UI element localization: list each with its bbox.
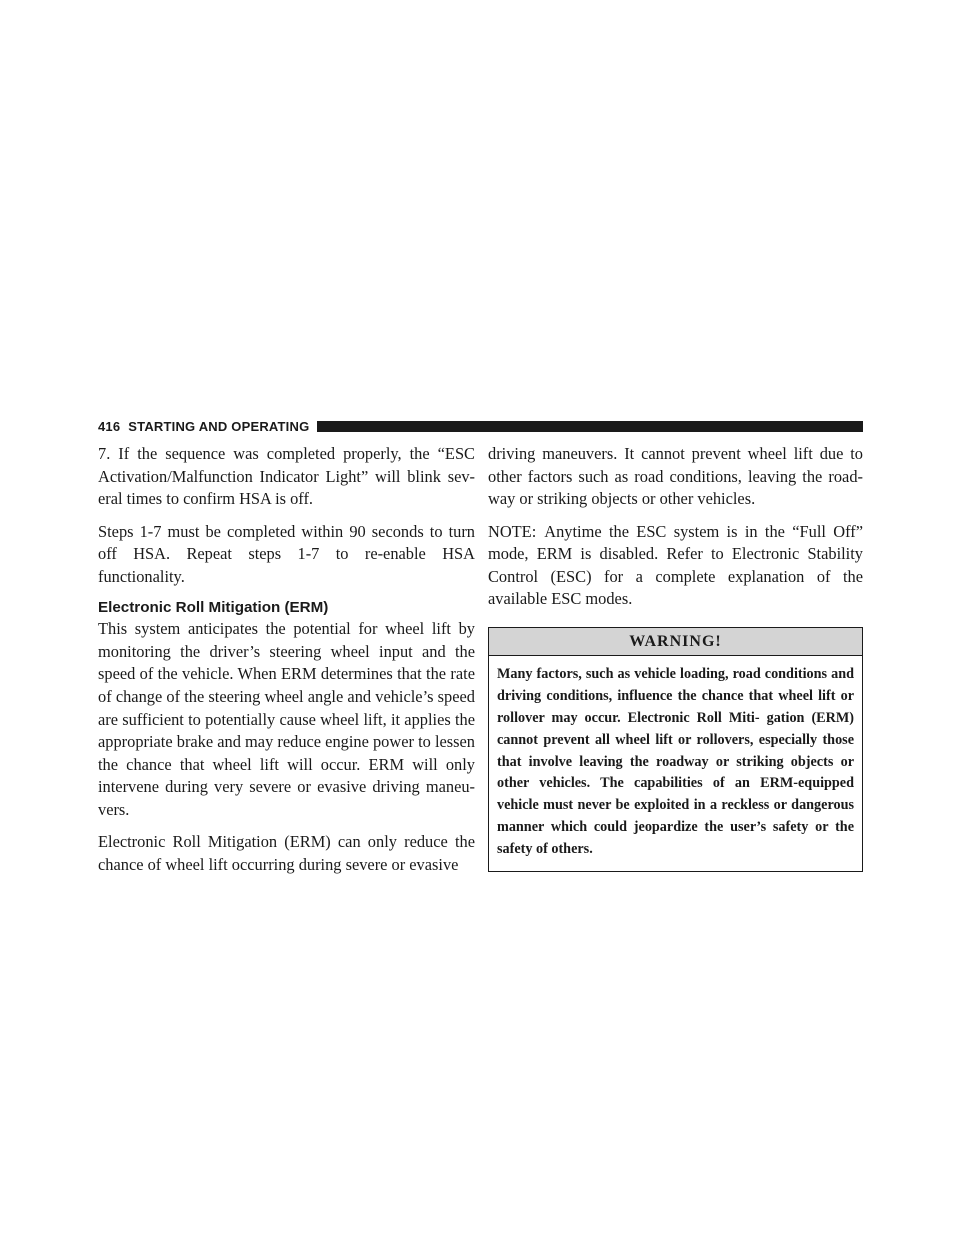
warning-text: Many factors, such as vehicle loading, road conditions and driving conditions, influence the chance that wheel lift or rollover may occur. Electronic Roll Miti- gation (ERM) cannot prevent all wheel lift or rollovers, especially those that involve leaving the roadway or striking objects or other vehicles. The capabilities of an ERM-equipped vehicle must never be exploited in a reckless or dangerous manner which could jeopardize the user’s safety or the safety of others. (497, 665, 854, 858)
page-number: 416 (98, 418, 121, 434)
note-text: Anytime the ESC system is in the “Full Off” mode, ERM is disabled. Refer to Electronic Stability Control (ESC) for a complete explanation of the available ESC modes. (488, 521, 863, 609)
warning-title: WARNING! (489, 628, 862, 656)
header-rule (317, 421, 863, 432)
left-column (98, 443, 475, 886)
paragraph-steps-timing: Steps 1-7 must be completed within 90 seconds to turn off HSA. Repeat steps 1-7 to re-enable HSA functionality. (98, 521, 475, 586)
paragraph-erm-description: This system anticipates the potential for wheel lift by monitoring the driver’s steering wheel input and the speed of the vehicle. When ERM determines that the rate of change of the steering wheel angle and vehicle’s speed are sufficient to potentially cause wheel lift, it applies the appropriate brake and may reduce engine power to lessen the chance that wheel lift will occur. ERM will only intervene during very severe or evasive driving maneu- vers. (98, 619, 475, 819)
right-column (488, 443, 863, 872)
note-paragraph (488, 521, 863, 611)
warning-box (488, 627, 863, 872)
paragraph-sequence-confirm: 7. If the sequence was completed properly, the “ESC Activation/Malfunction Indicator Light” will blink sev- eral times to confirm HSA is off. (98, 444, 475, 509)
paragraph-erm-limits-continued: driving maneuvers. It cannot prevent wheel lift due to other factors such as road conditions, leaving the road- way or striking objects or other vehicles. (488, 444, 863, 509)
page-header (98, 418, 863, 434)
note-label: NOTE: (488, 521, 537, 541)
paragraph-erm-limits: Electronic Roll Mitigation (ERM) can only reduce the chance of wheel lift occurring during severe or evasive (98, 832, 475, 874)
heading-erm: Electronic Roll Mitigation (ERM) (98, 599, 329, 617)
section-title: STARTING AND OPERATING (128, 418, 310, 434)
